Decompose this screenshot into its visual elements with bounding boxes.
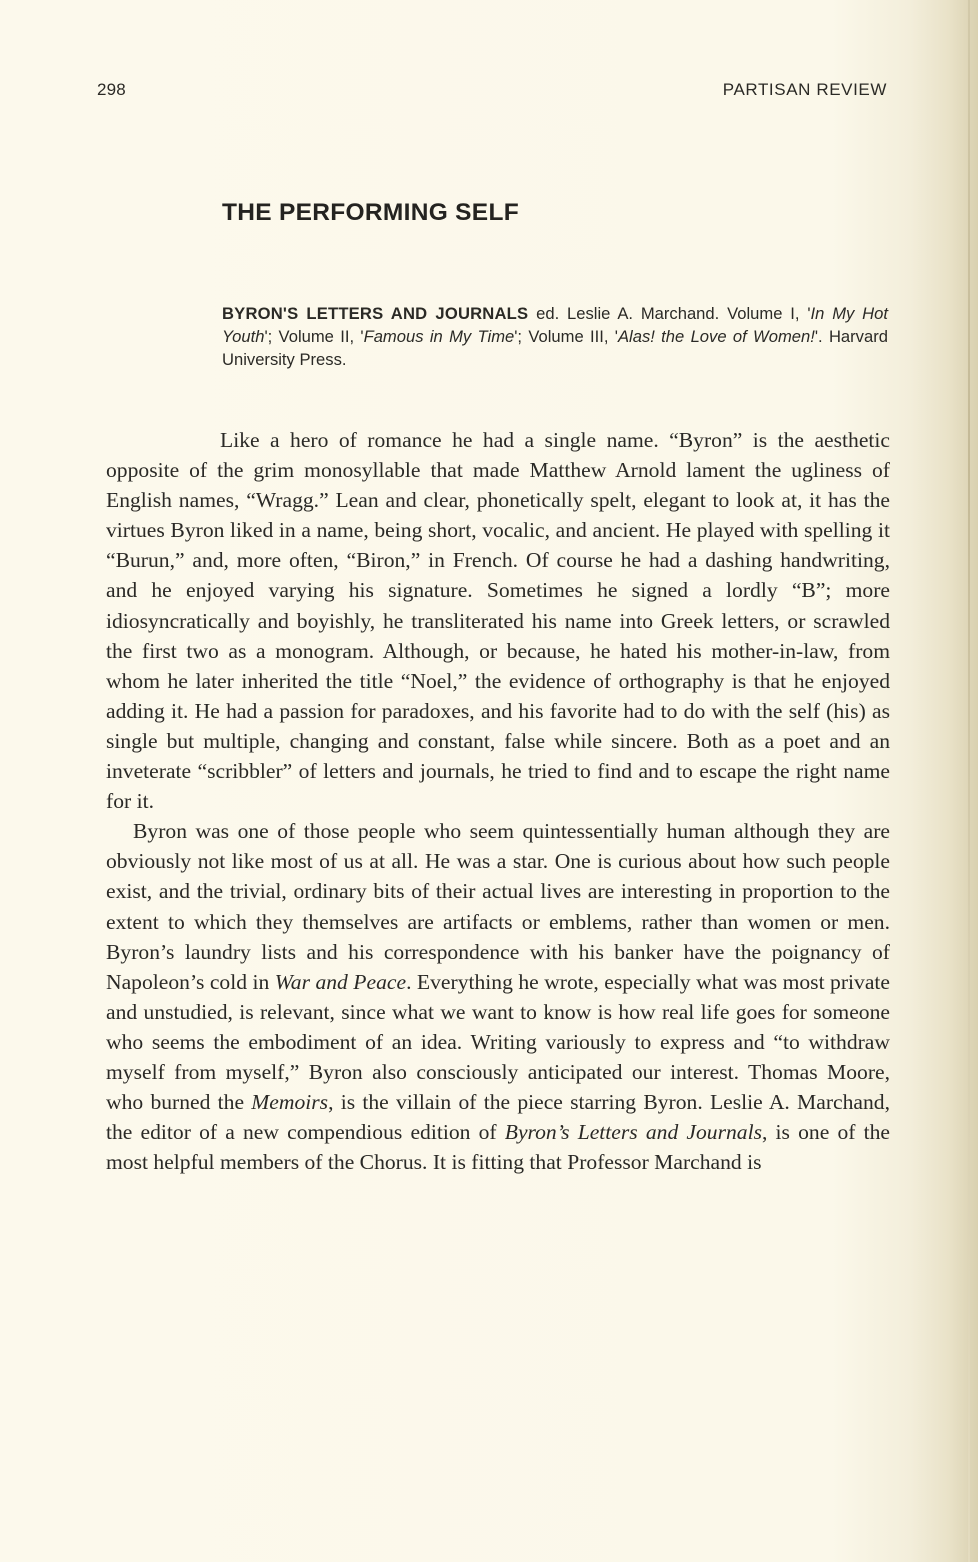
running-head <box>97 80 887 104</box>
citation-separator: '; Volume III, ' <box>514 327 618 346</box>
page-binding-edge <box>968 0 970 1562</box>
italic-work-title: Byron’s Letters and Journals <box>504 1120 762 1145</box>
body-paragraph-1 <box>106 425 890 816</box>
volume-3-title: Alas! the Love of Women! <box>617 327 815 346</box>
citation-editor: ed. Leslie A. Marchand. Volume I, ' <box>528 304 811 323</box>
paragraph-text: Like a hero of romance he had a single name. “Byron” is the aesthetic opposite of the grim monosyllable that made Matthew Arnold lament the ugliness of English names, “Wragg.” Lean and clear, phonetically spelt, elegant to look at, it has the virtues Byron liked in a name, being short, vocalic, and ancient. He played with spelling it “Burun,” and, more often, “Biron,” in French. Of course he had a dashing handwriting, and he enjoyed varying his signature. Sometimes he signed a lordly “B”; more idiosyncratically and boyishly, he transliterated his name into Greek letters, or scrawled the first two as a monogram. Although, or because, he hated his mother-in-law, from whom he later inherited the title “Noel,” the evidence of orthography is that he enjoyed adding it. He had a passion for paradoxes, and his favorite had to do with the self (his) as single but multiple, changing and constant, false while sincere. Both as a poet and an inveterate “scribbler” of letters and journals, he tried to find and to escape the right name for it. <box>106 428 890 814</box>
cited-book-title: BYRON'S LETTERS AND JOURNALS <box>222 304 529 323</box>
citation-publisher: '. Harvard University Press. <box>222 327 888 369</box>
paragraph-text: , is the villain of the piece starring Byron. Leslie A. Marchand, the editor of a new compendious edition of <box>106 1090 890 1145</box>
citation-separator: '; Volume II, ' <box>264 327 364 346</box>
italic-work-title: War and Peace <box>274 969 407 994</box>
paragraph-text: , is one of the most helpful members of the Chorus. It is fitting that Professor Marchand is <box>106 1120 890 1175</box>
page-number: 298 <box>97 80 126 99</box>
volume-1-title: In My Hot Youth <box>222 304 888 346</box>
paragraph-text: . Everything he wrote, especially what was most private and unstudied, is relevant, since what we want to know is how real life goes for someone who seems the embodiment of an idea. Writing variously to express and “to withdraw myself from myself,” Byron also consciously anticipated our interest. Thomas Moore, who burned the <box>106 969 890 1115</box>
book-citation <box>222 302 888 371</box>
volume-2-title: Famous in My Time <box>363 327 515 346</box>
article-body <box>106 425 890 1177</box>
body-paragraph-2 <box>106 816 890 1177</box>
italic-work-title: Memoirs <box>251 1090 329 1115</box>
journal-name: PARTISAN REVIEW <box>722 80 887 99</box>
paragraph-text: Byron was one of those people who seem quintessentially human although they are obviously not like most of us at all. He was a star. One is curious about how such people exist, and the trivial, ordinary bits of their actual lives are interesting in proportion to the extent to which they themselves are artifacts or emblems, rather than women or men. Byron’s laundry lists and his correspondence with his banker have the poignancy of Napoleon’s cold in <box>106 819 890 994</box>
article-title: THE PERFORMING SELF <box>222 199 519 226</box>
